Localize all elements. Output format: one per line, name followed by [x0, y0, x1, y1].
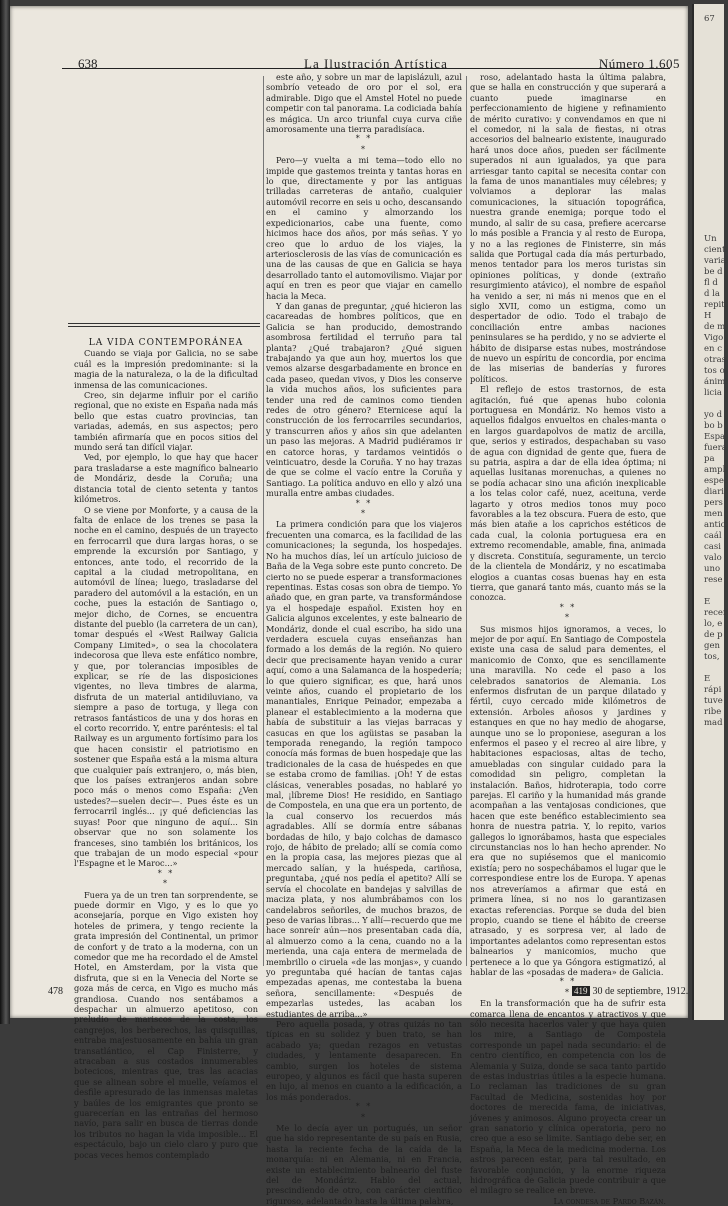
- next-page-text: 67 Un cient varial be d fl d d la repit H de m Vigo en c otras tos o ánim licia yo d bo b Espa fuera pa ampl espe diari pers men antic caál casi valo uno rese E recer lo, e de p gen tos, E rápi tuve ribe mad: [704, 14, 728, 728]
- stars-separator: * * *: [559, 602, 577, 623]
- stars-separator: * * *: [355, 134, 373, 154]
- section-title: LA VIDA CONTEMPORÁNEA: [88, 338, 244, 348]
- paragraph: Cuando se viaja por Galicia, no se sabe cuál es la impresión predominante: si la magia de la naturaleza, o la de la dificultad inmensa de las comunicaciones.: [74, 348, 258, 390]
- footer-date: [572, 986, 688, 997]
- paragraph: Fuera ya de un tren tan sorprendente, se puede dormir en Vigo, y es lo que yo aconsejaría, porque en Vigo existen hoy hoteles de primera, y tengo reciente la grata impresión del Continental, un primor de confort y de trato a la moderna, con un comedor que me ha recordado el de Amstel Hotel, en Amsterdam, por la vista que disfruta, que si en la Venecia del Norte se goza más de cerca, en Vigo es mucho más grandiosa. Cuando nos sentábamos a despachar un almuerzo apetitoso, con preludio de mariscos de la costa, los cangrejos, los berberechos, las quisquillas, entraba majestuosamente en bahía un gran transatlántico, el Cap Finisterre, y atracaban a sus costados innumerables botecicos, mientras que, tras las acacias que se alinean sobre el muelle, veíamos el desfile apresurado de las inmensas maletas y baúles de los emigrantes que pronto se guarecerían en las entrañas del hermoso navío, para salir en busca de tierras donde los tributos no hagan la vida imposible... El espectáculo, bajo un cielo claro y puro que pocas veces hemos contemplado: [74, 889, 258, 1160]
- paragraph: Creo, sin dejarme influir por el cariño regional, que no existe en España nada más bello que estas cuatro provincias, tan variadas, además, en sus aspectos; pero también afirmaría que en pocos sitios del mundo será tan difícil viajar.: [74, 390, 258, 453]
- column-separator: [466, 76, 467, 966]
- paragraph: este año, y sobre un mar de lapislázuli, azul sombrío veteado de oro por el sol, era admirable. Digo que el Amstel Hotel no puede competir con tal panorama. La codiciada bahía es mágica. Un arco triunfal cuya curva ciñe amorosamente una tierra paradisíaca.: [266, 72, 462, 135]
- column-separator: [263, 76, 264, 966]
- stars-separator: * * *: [157, 868, 175, 889]
- paragraph: Pero—y vuelta a mi tema—todo ello no impide que gastemos treinta y tantas horas en lo que, directamente y por las antiguas trilladas carreteras de antaño, cualquier automóvil recorre en seis u ocho, descansando en el camino y almorzando los expedicionarios, cabe una fuente, como hicimos hace dos años, por más señas. Y yo creo que lo arduo de los viajes, la arteriosclerosis de las vías de comunicación es una de las causas de que en Galicia se haya desarrollado tanto el automovilismo. Viajar por aquí en tren es peor que viajar en camello hacia la Meca.: [266, 155, 462, 301]
- paragraph: La primera condición para que los viajeros frecuenten una comarca, es la facilidad de las comunicaciones; la segunda, los hospedajes. No ha muchos días, leí un artículo juicioso de Baña de la Vega sobre este punto concreto. De cierto no se puede esperar a transformaciones repentinas. Estas cosas son obra de tiempo. Yo añado que, en gran parte, va transformándose ya el hospedaje español. Existen hoy en Galicia algunos excelentes, y este balneario de Mondáriz, donde el cual escribo, ha sido una verdadera escuela cuyas enseñanzas han formado a los demás de la región. No quiero decir que precisamente hayan venido a curar aquí, como a una Salamanca de la hospedería; lo que quiero significar, es que, hará unos veinte años, cuando el propietario de los manantiales, Enrique Peinador, empezaba a planear el establecimiento a la moderna que había de substituir a las viejas barracas y casucas en que los agüistas se pasaban la temporada renegando, la región tampoco conocía más formas de buen hospedaje que las tradicionales de la casa de huéspedes en que se estaba cromo de familias. ¡Oh! Y de estas clásicas, venerables posadas, no hablaré yo mal, ¡líbreme Dios! He residido, en Santiago de Compostela, en una que era un portento, de la cual conservo los recuerdos más agradables. Allí se dormía entre sábanas bordadas de hilo, y bajo colchas de damasco rojo, de hábito de prelado; allí se comía como en la propia casa, las mejores piezas que al mercado salían, y la huéspeda, cariñosa, preguntaba, ¿qué nos pedía el apetito? Allí se servía el chocolate en bandejas y salvillas de maciza plata, y nos alumbrábamos con los candelabros señoriles, de muchos brazos, de peso de varias libras... Y allí—recuerdo que me hace sonreír aún—nos presentaban cada día, al almuerzo como a la cena, cuando no a la merienda, una caja entera de mermelada de membrillo o ciruela «de las monjas», y cuando yo preguntaba qué hacían de tantas cajas empezadas apenas, me contestaba la buena señora, sencillamente: «Después de empezarlas ustedes, las acaban los estudiantes de arriba...»: [266, 519, 462, 1019]
- footer-box-number: 419: [574, 986, 588, 996]
- paragraph: roso, adelantado hasta la última palabra, que se halla en construcción y que superará a cuanto puede imaginarse en perfeccionamiento de higiene y refinamiento de mérito curativo: y convendamos en que ni el comedor, ni la sala de fiestas, ni otras accesorios del balneario existente, inaugurado hará unos doce años, pueden ser fácilmente superados ni aun igualados, ya que para arriesgar tanto capital se necesita contar con la fama de unos manantiales muy célebres; y volviamos a deplorar las malas comunicaciones, la situación topográfica, nuestra grande enemiga; porque todo el mundo, al salir de su casa, prefiere acercarse lo más posible a Francia y al resto de Europa, y no a las regiones de Finisterre, sin más salida que Portugal cada día más perturbado, menos tentador para los meros turistas sin opiniones políticas, y donde (extraño resurgimiento atávico), el nombre de español ha venido a ser, ni más ni menos que en el siglo XVII, como un estigma, como un despertador de odio. Todo el trabajo de conciliación entre ambas naciones peninsulares se ha perdido, y no se advierte el hábito de disiparse estas nubes, mostrándose de nuevo un espíritu de concordia, por encima de las miserias de banderías y furores políticos.: [470, 72, 666, 384]
- next-page-edge: [692, 4, 728, 1020]
- paragraph: El reflejo de estos trastornos, de esta agitación, fué que apenas hubo colonia portuguesa en Mondáriz. No hemos visto a aquellos fidalgos envueltos en chales-manta o en largos guardapolvos de matiz de arcilla, que, serios y estirados, despachaban su vaso de agua con dignidad de gente que, fuera de su patria, aspira a dar de ella idea óptima; ni aquellas lusitanas morenuchas, a quienes no se podía achacar sino una afición inexplicable a los telas color café, nuez, aceituna, verde lagarto y otros medios tonos muy poco favorables a la tez obscura. Fuera de esto, que más bien atañe a los caprichos estéticos de cada cual, la colonia portuguesa era en extremo recomendable, amable, fina, animada y discreta. Constituía, seguramente, un tercio de la clientela de Mondáriz, y no escatimaba elogios a cuantas cosas buenas hay en esta tierra, que ganará tanto más, cuanto más se la conozca.: [470, 384, 666, 603]
- page-number: 638: [78, 56, 98, 71]
- paragraph: Me lo decía ayer un portugués, un señor que ha sido representante de su país en Rusia, hasta la reciente fecha de la caída de la monarquía: ni en Alemania, ni en Francia, existe un establecimiento balneario del fuste del de Mondáriz. Hablo del actual, prescindiendo de otro, con carácter científico riguroso, adelantado hasta la última palabra,: [266, 1123, 462, 1206]
- footer-page-number: 478: [48, 986, 63, 997]
- paragraph: En la transformación que ha de sufrir esta comarca llena de encantos y atractivos y que sólo necesita hacerlos valer y que haya quien los mire, a Santiago de Compostela corresponde un papel nada secundario: el de centro científico, en competencia con los de Alemania y Suiza, donde se saca tanto partido de estas industrias útiles a la especie humana. Lo reclaman las tradiciones de su gran Facultad de Medicina, sostenidas hoy por doctores de merecida fama, de iniciativas, jóvenes y animosos. Alguno proyecta crear un gran sanatorio y clínica operatoria, pero no creo que a eso se limite. Santiago debe ser, en España, la Meca de la medicina moderna. Los astros parecen estar, para tal resultado, en favorable conjunción, y la enorme riqueza hidrográfica de Galicia puede contribuir a que el milagro se realice en breve.: [470, 998, 666, 1196]
- stars-separator: * * *: [355, 498, 373, 519]
- header-rule: [62, 68, 670, 69]
- paragraph: O se viene por Monforte, y a causa de la falta de enlace de los trenes se pasa la noche en el camino, después de un trayecto en ferrocarril que dura largas horas, o se emprende la excursión por Santiago, y entonces, ante todo, el recorrido de la capital a la ciudad metropolitana, en automóvil de línea; luego, trasladarse del paradero del automóvil a la estación, en un coche, pues la estación de Santiago o, mejor dicho, de Cornes, se encuentra distante del pueblo (la carretera de un can), tomar después el «West Railway Galicia Company Limited», o sea la chocolatera indecorosa que lleva este enfático nombre, y que, por tolerancias imposibles de explicar, se ríe de las disposiciones vigentes, no lleva timbres de alarma, disfruta de un material antidiluviano, va siempre a paso de tortuga, y llega con retrasos fantásticos de una y dos horas en el corto recorrido. Y, entre paréntesis: el tal Railway es un argumento fortísimo para los que hacen consistir el patriotismo en sostener que España está a la misma altura que cualquier país extranjero, o, más bien, que los países extranjeros andan sobre poco más o menos como España: ¿Ven ustedes?—suelen decir—. Pues éste es un ferrocarril inglés... ¡y qué deficiencias las suyas! Poor que ninguno de aquí... Sin observar que no son solamente los franceses, sino también los británicos, los que trabajan de un modo especial «pour l'Espagne et le Maroc...»: [74, 504, 258, 869]
- column-1: [74, 72, 258, 1160]
- stars-separator: * * *: [559, 977, 577, 997]
- paragraph: Ved, por ejemplo, lo que hay que hacer para trasladarse a este magnífico balneario de Mondáriz, desde la Coruña; una distancia total de ciento setenta y tantos kilómetros.: [74, 452, 258, 505]
- page-header: [68, 54, 680, 74]
- publication-title: La Ilustración Artística: [304, 56, 448, 71]
- book-spine: [0, 0, 10, 1024]
- paragraph: Sus mismos hijos ignoramos, a veces, lo mejor de por aquí. En Santiago de Compostela existe una casa de salud para dementes, el manicomio de Conxo, que es sencillamente una maravilla. No cede el paso a los celebrados sanatorios de Alemania. Los enfermos disfrutan de un parque dilatado y fértil, cuyo cercado mide kilómetros de extensión. Arboles añosos y jardines y estanques en que no hay medio de ahogarse, aunque uno se lo proponiese, aseguran a los enfermos el paseo y el recreo al aire libre, y habitaciones espaciosas, altas de techo, amuebladas con singular cuidado para la comodidad sin peligro, completan la instalación. Baños, hidroterapia, todo corre parejas. El cariño y la humanidad más grande acompañan a las ventajosas condiciones, que hacen que este benéfico establecimiento sea honra de nuestra patria. Y, lo repito, varios gallegos lo ignorábamos, hasta que especiales circunstancias nos lo han hecho aprender. No era que no supiésemos que el manicomio existía; pero no sospechábamos el lugar que le correspondiese entre los de Europa. Y apenas nos atreveríamos a afirmar que está en primera línea, si no nos lo garantizasen exactas referencias. Porque se duda del bien propio, cuando se tiene el hábito de creerse atrasado, y es sorpresa ver, al lado de importantes adelantos como representan estos balnearios y manicomios, mucho que pertenece a lo que ya Góngora estigmatizó, al hablar de las «posadas de madera» de Galicia.: [470, 623, 666, 977]
- paragraph: Pero aquella posada, y otras quizás no tan típicas en su solidez y buen trato, se han acabado ya; quedan rezagos en vetustas ciudades, y lentamente desaparecen. En cambio, surgen los hoteles de sistema europeo, y algunos es fácil que hasta superen en lujo, al menos en cuanto a la edificación, a los más ponderados.: [266, 1018, 462, 1102]
- paragraph: Y dan ganas de preguntar, ¿qué hicieron las cacareadas de hombres políticos, que en Galicia se han producido, demostrando asombrosa fertilidad el terruño para tal planta? ¿Qué trabajaron? ¿Qué siguen trabajando ya que aun hoy, muertos los que vemos alzarse desgarbadamente en bronce en cada paseo, quedan vivos, y Dios les conserve la vida muchos años, los suficientes para tender una red de caminos como tienden redes de otro género? Eternicese aquí la construcción de los ferrocarriles secundarios, y transcurren años y años sin que adelanten un paso las mejoras. A Madrid pudiéramos ir en catorce horas, y tardamos veintidós o veinticuatro, desde la Coruña. Y no hay trazas de que se colme el vacío entre la Coruña y Santiago. La política anduvo en ello y alzó una muralla entre ambas ciudades.: [266, 300, 462, 499]
- footer-date-text: 30 de septiembre, 1912.: [592, 986, 689, 997]
- stars-separator: * * *: [355, 1102, 373, 1122]
- column-2: [266, 72, 462, 1206]
- author-signature: La condesa de Pardo Bazán.: [553, 1195, 666, 1206]
- issue-number: Número 1.605: [598, 56, 680, 71]
- column-1-blank-space: [74, 72, 258, 338]
